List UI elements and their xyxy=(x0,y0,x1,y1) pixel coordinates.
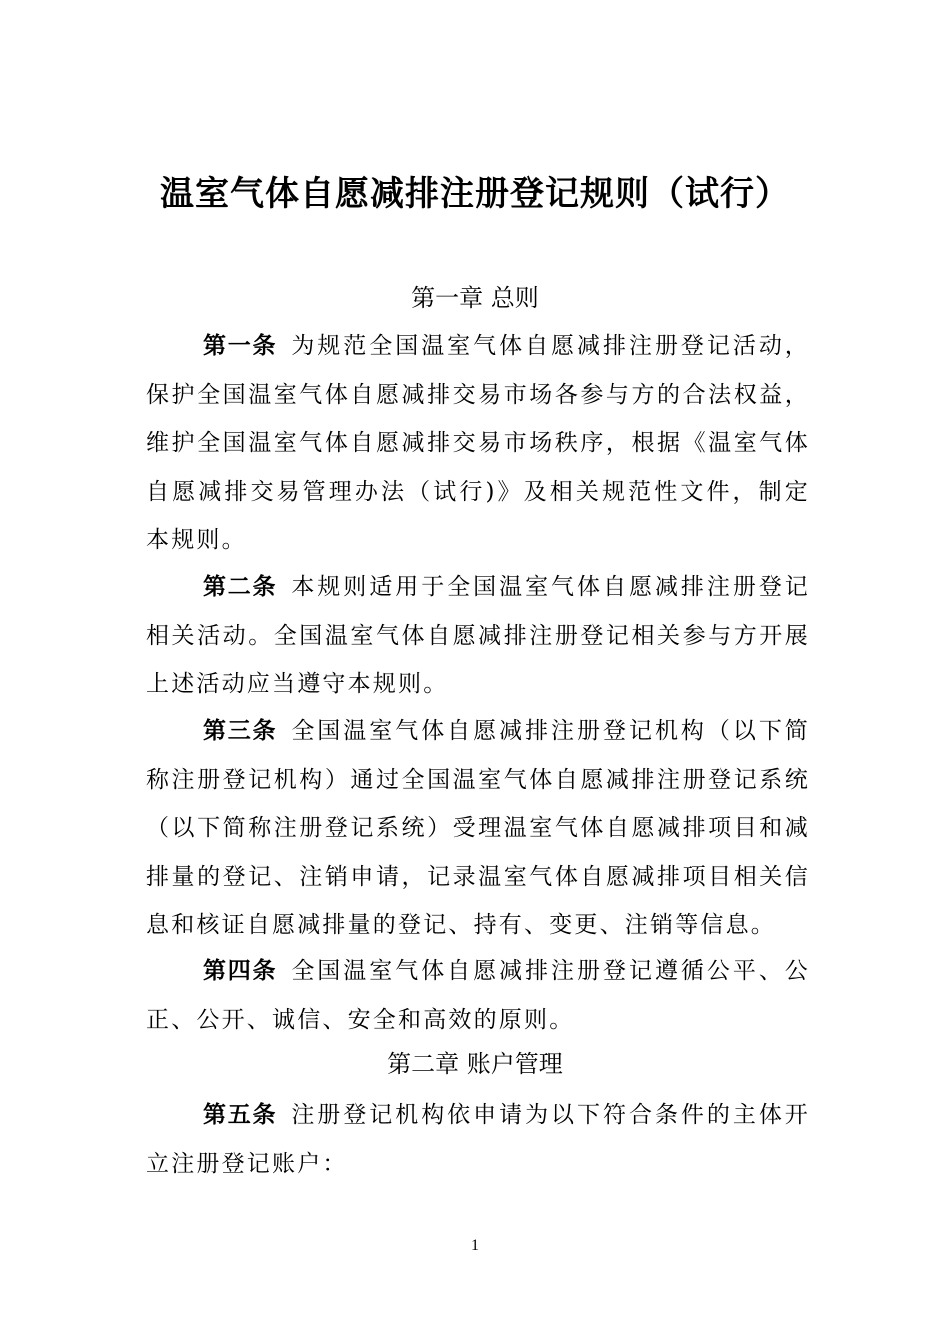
article-5 xyxy=(146,1091,810,1188)
article-3 xyxy=(146,707,810,950)
article-4 xyxy=(146,947,810,1044)
article-text: 为规范全国温室气体自愿减排注册登记活动，保护全国温室气体自愿减排交易市场各参与方的合法权益，维护全国温室气体自愿减排交易市场秩序，根据《温室气体自愿减排交易管理办法（试行)》及相关规范性文件，制定本规则。 xyxy=(146,333,811,553)
article-1 xyxy=(146,322,810,565)
article-2 xyxy=(146,563,810,709)
page-number: 1 xyxy=(471,1237,479,1254)
article-text: 全国温室气体自愿减排注册登记遵循公平、公正、公开、诚信、安全和高效的原则。 xyxy=(146,958,811,1033)
article-text: 本规则适用于全国温室气体自愿减排注册登记相关活动。全国温室气体自愿减排注册登记相关参与方开展上述活动应当遵守本规则。 xyxy=(146,574,811,697)
article-label: 第四条 xyxy=(203,958,278,984)
article-label: 第二条 xyxy=(203,574,278,600)
document-title: 温室气体自愿减排注册登记规则（试行） xyxy=(160,174,790,214)
article-label: 第五条 xyxy=(203,1102,278,1128)
article-label: 第三条 xyxy=(203,718,278,744)
chapter-heading-1: 第一章 总则 xyxy=(411,284,539,312)
article-text: 全国温室气体自愿减排注册登记机构（以下简称注册登记机构）通过全国温室气体自愿减排注册登记系统（以下简称注册登记系统）受理温室气体自愿减排项目和减排量的登记、注销申请，记录温室气体自愿减排项目相关信息和核证自愿减排量的登记、持有、变更、注销等信息。 xyxy=(146,718,811,938)
article-label: 第一条 xyxy=(203,333,278,359)
article-text: 注册登记机构依申请为以下符合条件的主体开立注册登记账户： xyxy=(146,1102,811,1177)
chapter-heading-2: 第二章 账户管理 xyxy=(387,1050,563,1078)
